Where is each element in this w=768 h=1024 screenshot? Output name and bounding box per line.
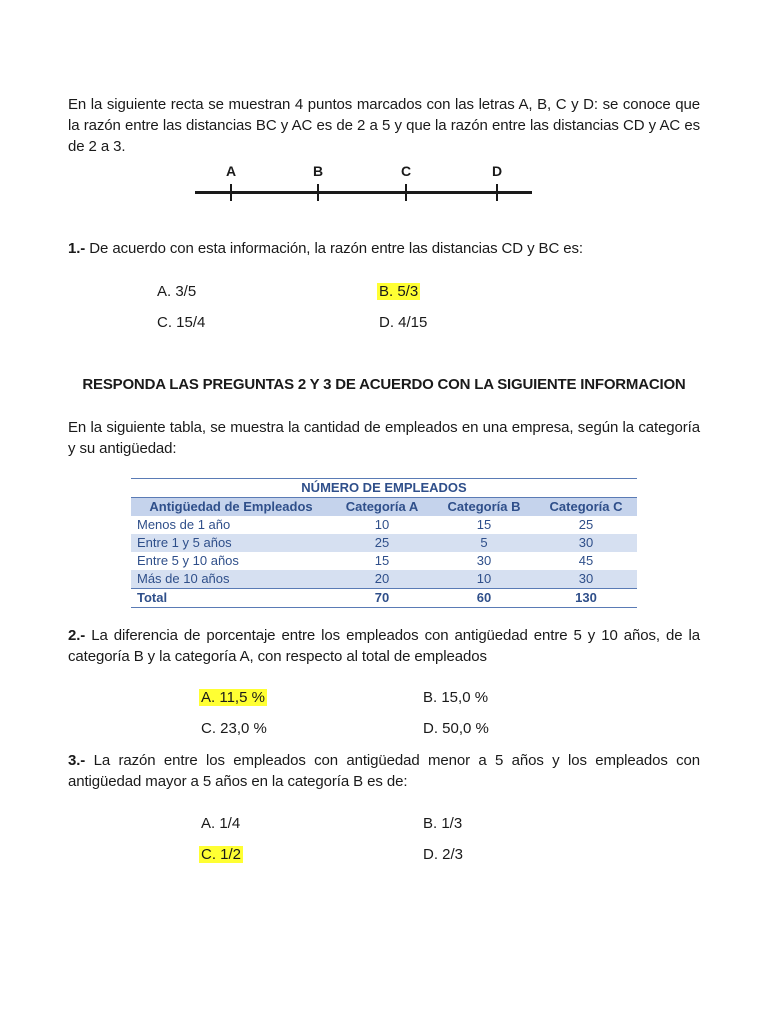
tick-c: [405, 184, 407, 201]
question-1: [68, 238, 700, 259]
q2-option-a[interactable]: [199, 688, 267, 708]
section-heading: RESPONDA LAS PREGUNTAS 2 Y 3 DE ACUERDO CON LA SIGUIENTE INFORMACION: [82, 376, 686, 393]
q3-option-b[interactable]: B. 1/3: [423, 815, 463, 832]
q1-option-a[interactable]: A. 3/5: [157, 283, 197, 300]
number-line: [195, 160, 535, 210]
table-cell: Entre 5 y 10 años: [131, 552, 331, 570]
tick-d: [496, 184, 498, 201]
table-header-antiguedad: Antigüedad de Empleados: [131, 498, 331, 517]
intro-paragraph: En la siguiente recta se muestran 4 puntos marcados con las letras A, B, C y D: se conoce que la razón entre las distancias BC y AC es de 2 a 5 y que la razón entre las distancias CD y AC es de 2 a 3.: [68, 96, 700, 155]
question-3-text: La razón entre los empleados con antigüedad menor a 5 años y los empleados con antigüedad mayor a 5 años en la categoría B es de:: [68, 752, 700, 790]
table-total-cell: 70: [331, 589, 433, 608]
table-cell: 30: [433, 552, 535, 570]
table-cell: 10: [331, 516, 433, 534]
table-cell: 25: [535, 516, 637, 534]
tick-b: [317, 184, 319, 201]
point-label-a: A: [225, 163, 237, 179]
q2-option-d[interactable]: D. 50,0 %: [423, 720, 489, 737]
table-cell: 25: [331, 534, 433, 552]
table-row: [131, 516, 637, 534]
table-total-row: [131, 589, 637, 608]
employees-table: [131, 478, 637, 608]
q1-option-b-highlight: B. 5/3: [379, 283, 419, 300]
table-cell: 15: [433, 516, 535, 534]
table-cell: Menos de 1 año: [131, 516, 331, 534]
q1-option-d[interactable]: D. 4/15: [379, 314, 428, 331]
q2-option-a-highlight: A. 11,5 %: [201, 689, 265, 706]
table-cell: 5: [433, 534, 535, 552]
table-header-categoria-a: Categoría A: [331, 498, 433, 517]
q2-option-c[interactable]: C. 23,0 %: [201, 720, 267, 737]
question-1-number: 1.-: [68, 240, 86, 257]
table-total-label: Total: [131, 589, 331, 608]
table-intro-paragraph: En la siguiente tabla, se muestra la cantidad de empleados en una empresa, según la categoría y su antigüedad:: [68, 419, 700, 457]
table-cell: 45: [535, 552, 637, 570]
q1-option-c[interactable]: C. 15/4: [157, 314, 206, 331]
table-total-cell: 130: [535, 589, 637, 608]
table-cell: 10: [433, 570, 535, 589]
point-label-d: D: [491, 163, 503, 179]
number-line-axis: [195, 191, 532, 194]
table-row: [131, 534, 637, 552]
question-1-text: De acuerdo con esta información, la razón entre las distancias CD y BC es:: [85, 240, 583, 257]
table-cell: 20: [331, 570, 433, 589]
question-2-number: 2.-: [68, 627, 86, 644]
table-title: NÚMERO DE EMPLEADOS: [131, 479, 637, 498]
table-row: [131, 552, 637, 570]
q3-option-c[interactable]: [199, 845, 243, 865]
q3-option-c-highlight: C. 1/2: [201, 846, 242, 863]
question-3-number: 3.-: [68, 752, 86, 769]
table-header-categoria-b: Categoría B: [433, 498, 535, 517]
point-label-c: C: [400, 163, 412, 179]
question-3: [68, 750, 700, 792]
q2-option-b[interactable]: B. 15,0 %: [423, 689, 489, 706]
q1-option-b[interactable]: [377, 282, 420, 302]
table-total-cell: 60: [433, 589, 535, 608]
table-cell: 15: [331, 552, 433, 570]
point-label-b: B: [312, 163, 324, 179]
q3-option-d[interactable]: D. 2/3: [423, 846, 464, 863]
table-header-categoria-c: Categoría C: [535, 498, 637, 517]
table-cell: Entre 1 y 5 años: [131, 534, 331, 552]
table-cell: 30: [535, 534, 637, 552]
question-2: [68, 625, 700, 667]
q3-option-a[interactable]: A. 1/4: [201, 815, 241, 832]
table-cell: Más de 10 años: [131, 570, 331, 589]
tick-a: [230, 184, 232, 201]
table-row: [131, 570, 637, 589]
table-cell: 30: [535, 570, 637, 589]
question-2-text: La diferencia de porcentaje entre los empleados con antigüedad entre 5 y 10 años, de la categoría B y la categoría A, con respecto al total de empleados: [68, 627, 700, 665]
